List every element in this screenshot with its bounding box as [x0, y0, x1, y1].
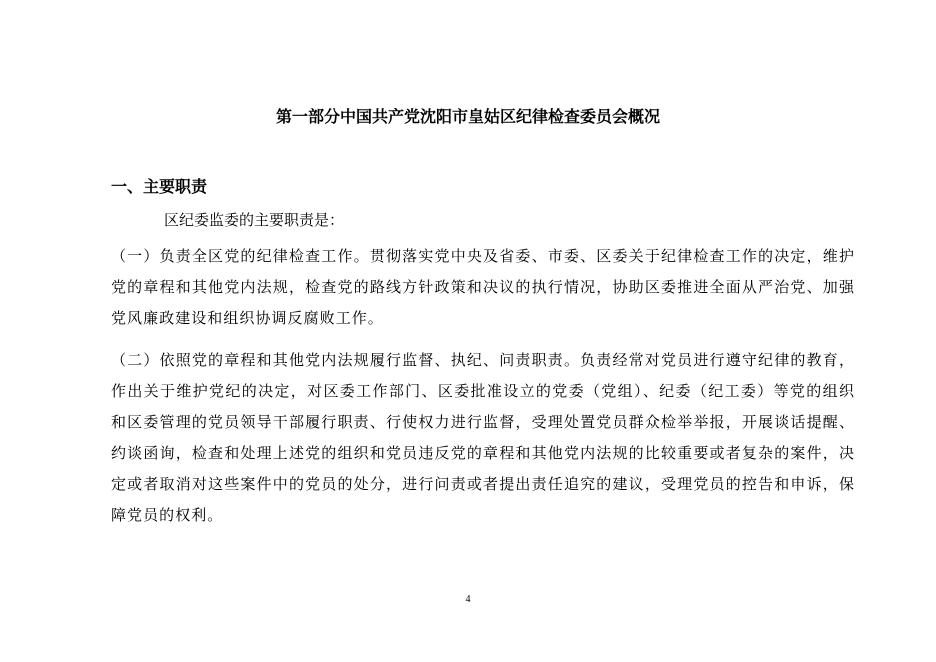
document-title: 第一部分中国共产党沈阳市皇姑区纪律检查委员会概况 — [275, 107, 660, 126]
section-heading: 一、主要职责 — [111, 177, 208, 196]
paragraph-duty-1: （一）负责全区党的纪律检查工作。贯彻落实党中央及省委、市委、区委关于纪律检查工作的决定，维护党的章程和其他党内法规，检查党的路线方针政策和决议的执行情况，协助区委推进全面从严治党、加强党风廉政建设和组织协调反腐败工作。 — [111, 247, 855, 327]
page-number: 4 — [465, 594, 471, 605]
intro-text: 区纪委监委的主要职责是： — [164, 211, 345, 229]
paragraph-duty-2: （二）依照党的章程和其他党内法规履行监督、执纪、问责职责。负责经常对党员进行遵守纪律的教育，作出关于维护党纪的决定，对区委工作部门、区委批准设立的党委（党组）、纪委（纪工委）等党的组织和区委管理的党员领导干部履行职责、行使权力进行监督，受理处置党员群众检举举报，开展谈话提醒、约谈函询，检查和处理上述党的组织和党员违反党的章程和其他党内法规的比较重要或者复杂的案件，决定或者取消对这些案件中的党员的处分，进行问责或者提出责任追究的建议，受理党员的控告和申诉，保障党员的权利。 — [111, 351, 855, 524]
